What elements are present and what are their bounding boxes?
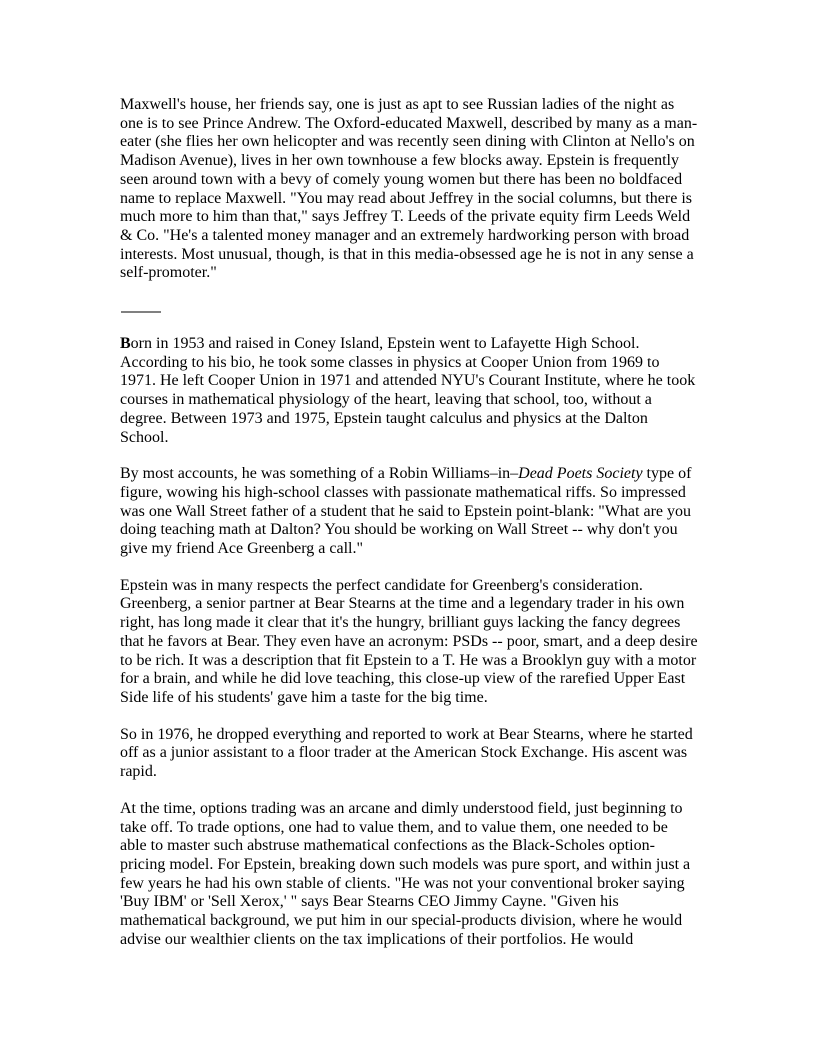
- text-run: At the time, options trading was an arcane and dimly understood field, just beginning to take off. To trade options, one had to value them, and to value them, one needed to be able to master such abstruse mathematical confections as the Black-Scholes option-pricing model. For Epstein, breaking down such models was pure sport, and within just a few years he had his own stable of clients. "He was not your conventional broker saying 'Buy IBM' or 'Sell Xerox,' " says Bear Stearns CEO Jimmy Cayne. "Given his mathematical background, we put him in our special-products division, where he would advise our wealthier clients on the tax implications of their portfolios. He would: [120, 799, 691, 948]
- paragraph: [120, 96, 698, 283]
- section-divider: [121, 311, 161, 313]
- bold-lead-letter: B: [120, 335, 131, 353]
- text-run: type of figure, wowing his high-school classes with passionate mathematical riffs. So impressed was one Wall Street father of a student that he said to Epstein point-blank: "What are you doing teaching math at Dalton? You should be working on Wall Street -- why don't you give my friend Ace Greenberg a call.": [120, 465, 692, 558]
- text-run: orn in 1953 and raised in Coney Island, Epstein went to Lafayette High School. According to his bio, he took some classes in physics at Cooper Union from 1969 to 1971. He left Cooper Union in 1971 and attended NYU's Courant Institute, where he took courses in mathematical physiology of the heart, leaving that school, too, without a degree. Between 1973 and 1975, Epstein taught calculus and physics at the Dalton School.: [120, 335, 696, 446]
- paragraph: [120, 800, 698, 950]
- text-run: By most accounts, he was something of a Robin Williams–in–: [120, 465, 519, 483]
- paragraph: [120, 335, 698, 447]
- paragraph: [120, 726, 698, 782]
- text-run: Maxwell's house, her friends say, one is just as apt to see Russian ladies of the night as one is to see Prince Andrew. The Oxford-educated Maxwell, described by many as a man-eater (she flies her own helicopter and was recently seen dining with Clinton at Nello's on Madison Avenue), lives in her own townhouse a few blocks away. Epstein is frequently seen around town with a bevy of comely young women but there has been no boldfaced name to replace Maxwell. "You may read about Jeffrey in the social columns, but there is much more to him than that," says Jeffrey T. Leeds of the private equity firm Leeds Weld & Co. "He's a talented money manager and an extremely hardworking person with broad interests. Most unusual, though, is that in this media-obsessed age he is not in any sense a self-promoter.": [120, 96, 698, 282]
- paragraph: [120, 577, 698, 708]
- text-run: Epstein was in many respects the perfect candidate for Greenberg's consideration. Greenberg, a senior partner at Bear Stearns at the time and a legendary trader in his own right, has long made it clear that it's the hungry, brilliant guys lacking the fancy degrees that he favors at Bear. They even have an acronym: PSDs -- poor, smart, and a deep desire to be rich. It was a description that fit Epstein to a T. He was a Brooklyn guy with a motor for a brain, and while he did love teaching, this close-up view of the rarefied Upper East Side life of his students' gave him a taste for the big time.: [120, 576, 698, 706]
- italic-text: Dead Poets Society: [518, 465, 643, 483]
- paragraph: [120, 465, 698, 559]
- text-run: So in 1976, he dropped everything and reported to work at Bear Stearns, where he started off as a junior assistant to a floor trader at the American Stock Exchange. His ascent was rapid.: [120, 725, 693, 781]
- article-body: [120, 96, 698, 949]
